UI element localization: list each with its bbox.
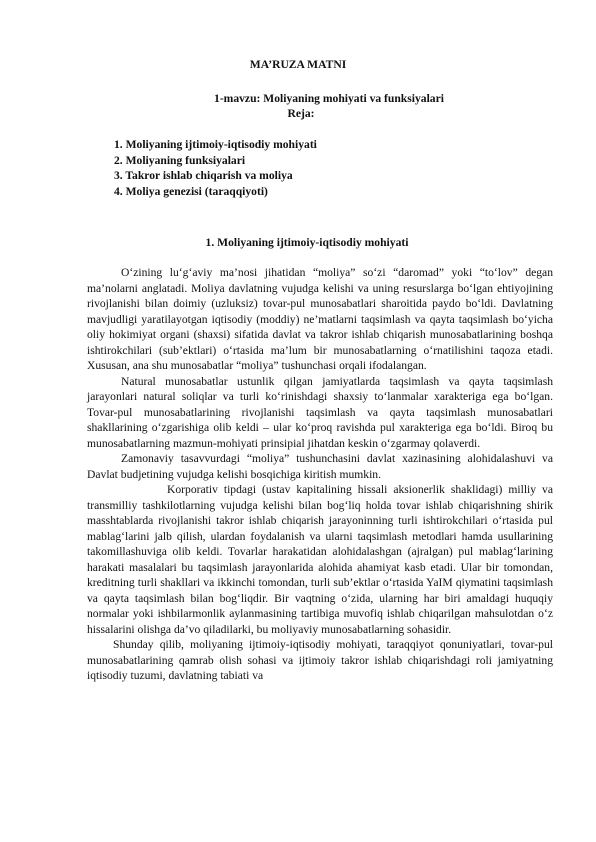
topic-block (0, 91, 596, 121)
body-text (87, 265, 553, 684)
plan-list (114, 137, 317, 199)
plan-item: 1. Moliyaning ijtimoiy-iqtisodiy mohiyati (114, 138, 317, 151)
paragraph: Natural munosabatlar ustunlik qilgan jamiyatlarda taqsimlash va qayta taqsimlash jarayonlari natural soliqlar va turli ko‘rinishdagi shaxsiy to‘lanmalar xarakteriga ega bo‘lgan. Tovar-pul munosabatlarining rivojlanishi taqsimlash va qayta taqsimlash munosabatlari shakllarining o‘zgarishiga olib keldi – ular ko‘proq ravishda pul xarakteriga ega bo‘ldi. Biroq bu munosabatlarning mazmun-mohiyati prinsipial jihatdan keskin o‘zgarmay qolaverdi. (87, 374, 553, 450)
section-heading: 1. Moliyaning ijtimoiy-iqtisodiy mohiyati (205, 236, 409, 249)
plan-item: 2. Moliyaning funksiyalari (114, 153, 246, 167)
paragraph: Zamonaviy tasavvurdagi “moliya” tushunchasini davlat xazinasining alohidalashuvi va Davlat budjetining vujudga kelishi bosqichiga kiritish mumkin. (87, 452, 553, 481)
paragraph: Korporativ tipdagi (ustav kapitalining hissali aksionerlik shaklidagi) milliy va transmilliy tashkilotlarning vujudga kelishi bilan bog‘liq holda tovar ishlab chiqarishning shirik masshtablarda rivojlanishi takror ishlab chiqarish jarayoninning turli ishtirokchilari o‘rtasida pul mablag‘larini jalb qilish, ulardan foydalanish va ularni taqsimlash metodlari hamda usullarining takomillashuviga olib keldi. Tovarlar harakatidan alohidalashgan (ajralgan) pul mablag‘larining harakati masalalari bu taqsimlash jarayonlarida alohida ahamiyat kasb etadi. Ular bir tomondan, kreditning turli shakllari va ikkinchi tomondan, turli sub’ektlar o‘rtasida YaIM qiymatini taqsimlash va qayta taqsimlash bilan bog‘liqdir. Bir vaqtning o‘zida, ularning har biri amaldagi huquqiy normalar yoki ishbilarmonlik aylanmasining tartibiga muvofiq ishlab chiqarilgan mahsulotdan o‘z hissalarini olishga da’vo qiladilarki, bu moliyaviy munosabatlarning sohasidir. (87, 483, 553, 636)
plan-item: 3. Takror ishlab chiqarish va moliya (114, 169, 293, 182)
plan-heading: Reja: (287, 107, 315, 120)
topic-title: 1-mavzu: Moliyaning mohiyati va funksiyalari (214, 92, 444, 105)
document-title: MA’RUZA MATNI (249, 58, 347, 71)
paragraph: O‘zining lu‘g‘aviy ma’nosi jihatidan “moliya” so‘zi “daromad” yoki “to‘lov” degan ma’nolarni anglatadi. Moliya davlatning vujudga kelishi va uning resurslarga bo‘lgan ehtiyojining rivojlanishi bilan doimiy (uzluksiz) tovar-pul munosabatlari sharoitida paydo bo‘ldi. Davlatning mavjudligi yaratilayotgan iqtisodiy (moddiy) ne’matlarni taqsimlash va qayta taqsimlash bo‘yicha oliy hokimiyat organi (shaxsi) sifatida davlat va takror ishlab chiqarish munosabatlarining boshqa ishtirokchilari (sub’ektlari) o‘rtasida ma’lum bir munosabatlarning o‘rnatilishini taqoza etadi. Xususan, ana shu munosabatlar “moliya” tushunchasi orqali ifodalangan. (87, 266, 553, 372)
paragraph: Shunday qilib, moliyaning ijtimoiy-iqtisodiy mohiyati, taraqqiyot qonuniyatlari, tovar-pul munosabatlarining qamrab olish sohasi va ijtimoiy takror ishlab chiqarishdagi roli jamiyatning iqtisodiy tuzumi, davlatning tabiati va (87, 638, 553, 682)
plan-item: 4. Moliya genezisi (taraqqiyoti) (114, 184, 268, 198)
